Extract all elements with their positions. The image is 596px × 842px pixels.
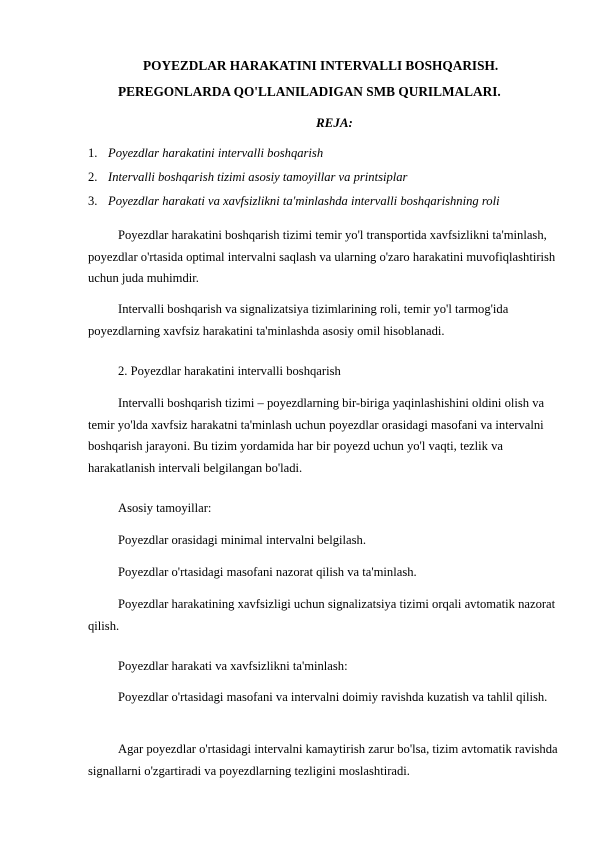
list-item: Poyezdlar harakatining xavfsizligi uchun signalizatsiya tizimi orqali avtomatik nazorat qilish. <box>88 597 556 633</box>
paragraph: Intervalli boshqarish tizimi – poyezdlarning bir-biriga yaqinlashishini oldini olish va temir yo'lda xavfsiz harakatni ta'minlash uchun poyezdlar orasidagi masofani va intervalni boshqarish jarayoni. Bu tizim yordamida har bir poyezd uchun yo'l vaqti, tezlik va harakatlanish intervali belgilangan bo'ladi. <box>88 396 545 475</box>
list-item: Poyezdlar o'rtasidagi masofani nazorat qilish va ta'minlash. <box>118 565 417 579</box>
plan-item-text: Poyezdlar harakatini intervalli boshqarish <box>108 146 324 160</box>
title-line-2: PEREGONLARDA QO'LLANILADIGAN SMB QURILMALARI. <box>118 84 501 99</box>
plan-item <box>88 194 500 209</box>
plan-heading: REJA: <box>316 115 353 130</box>
section-heading: 2. Poyezdlar harakatini intervalli boshqarish <box>118 364 341 378</box>
paragraph: Intervalli boshqarish va signalizatsiya tizimlarining roli, temir yo'l tarmog'ida poyezdlarning xavfsiz harakatini ta'minlashda asosiy omil hisoblanadi. <box>88 302 509 338</box>
plan-item <box>88 170 407 185</box>
plan-item-text: Intervalli boshqarish tizimi asosiy tamoyillar va printsiplar <box>108 170 408 184</box>
paragraph: Poyezdlar harakati va xavfsizlikni ta'minlash: <box>118 659 348 673</box>
paragraph: Poyezdlar harakatini boshqarish tizimi temir yo'l transportida xavfsizlikni ta'minlash, poyezdlar o'rtasida optimal intervalni saqlash va ularning o'zaro harakatini muvofiqlashtirish uchun juda muhimdir. <box>88 228 556 285</box>
list-item: Agar poyezdlar o'rtasidagi intervalni kamaytirish zarur bo'lsa, tizim avtomatik ravishda signallarni o'zgartiradi va poyezdlarning tezligini moslashtiradi. <box>88 742 558 778</box>
list-item: Poyezdlar o'rtasidagi masofani va intervalni doimiy ravishda kuzatish va tahlil qilish. <box>118 690 548 704</box>
plan-item-number: 1. <box>88 146 98 160</box>
plan-item-number: 3. <box>88 194 98 208</box>
paragraph: Asosiy tamoyillar: <box>118 501 212 515</box>
list-item: Poyezdlar orasidagi minimal intervalni belgilash. <box>118 533 366 547</box>
plan-item-text: Poyezdlar harakati va xavfsizlikni ta'minlashda intervalli boshqarishning roli <box>108 194 500 208</box>
plan-item-number: 2. <box>88 170 98 184</box>
plan-item <box>88 146 323 161</box>
title-line-1: POYEZDLAR HARAKATINI INTERVALLI BOSHQARISH. <box>143 58 499 73</box>
